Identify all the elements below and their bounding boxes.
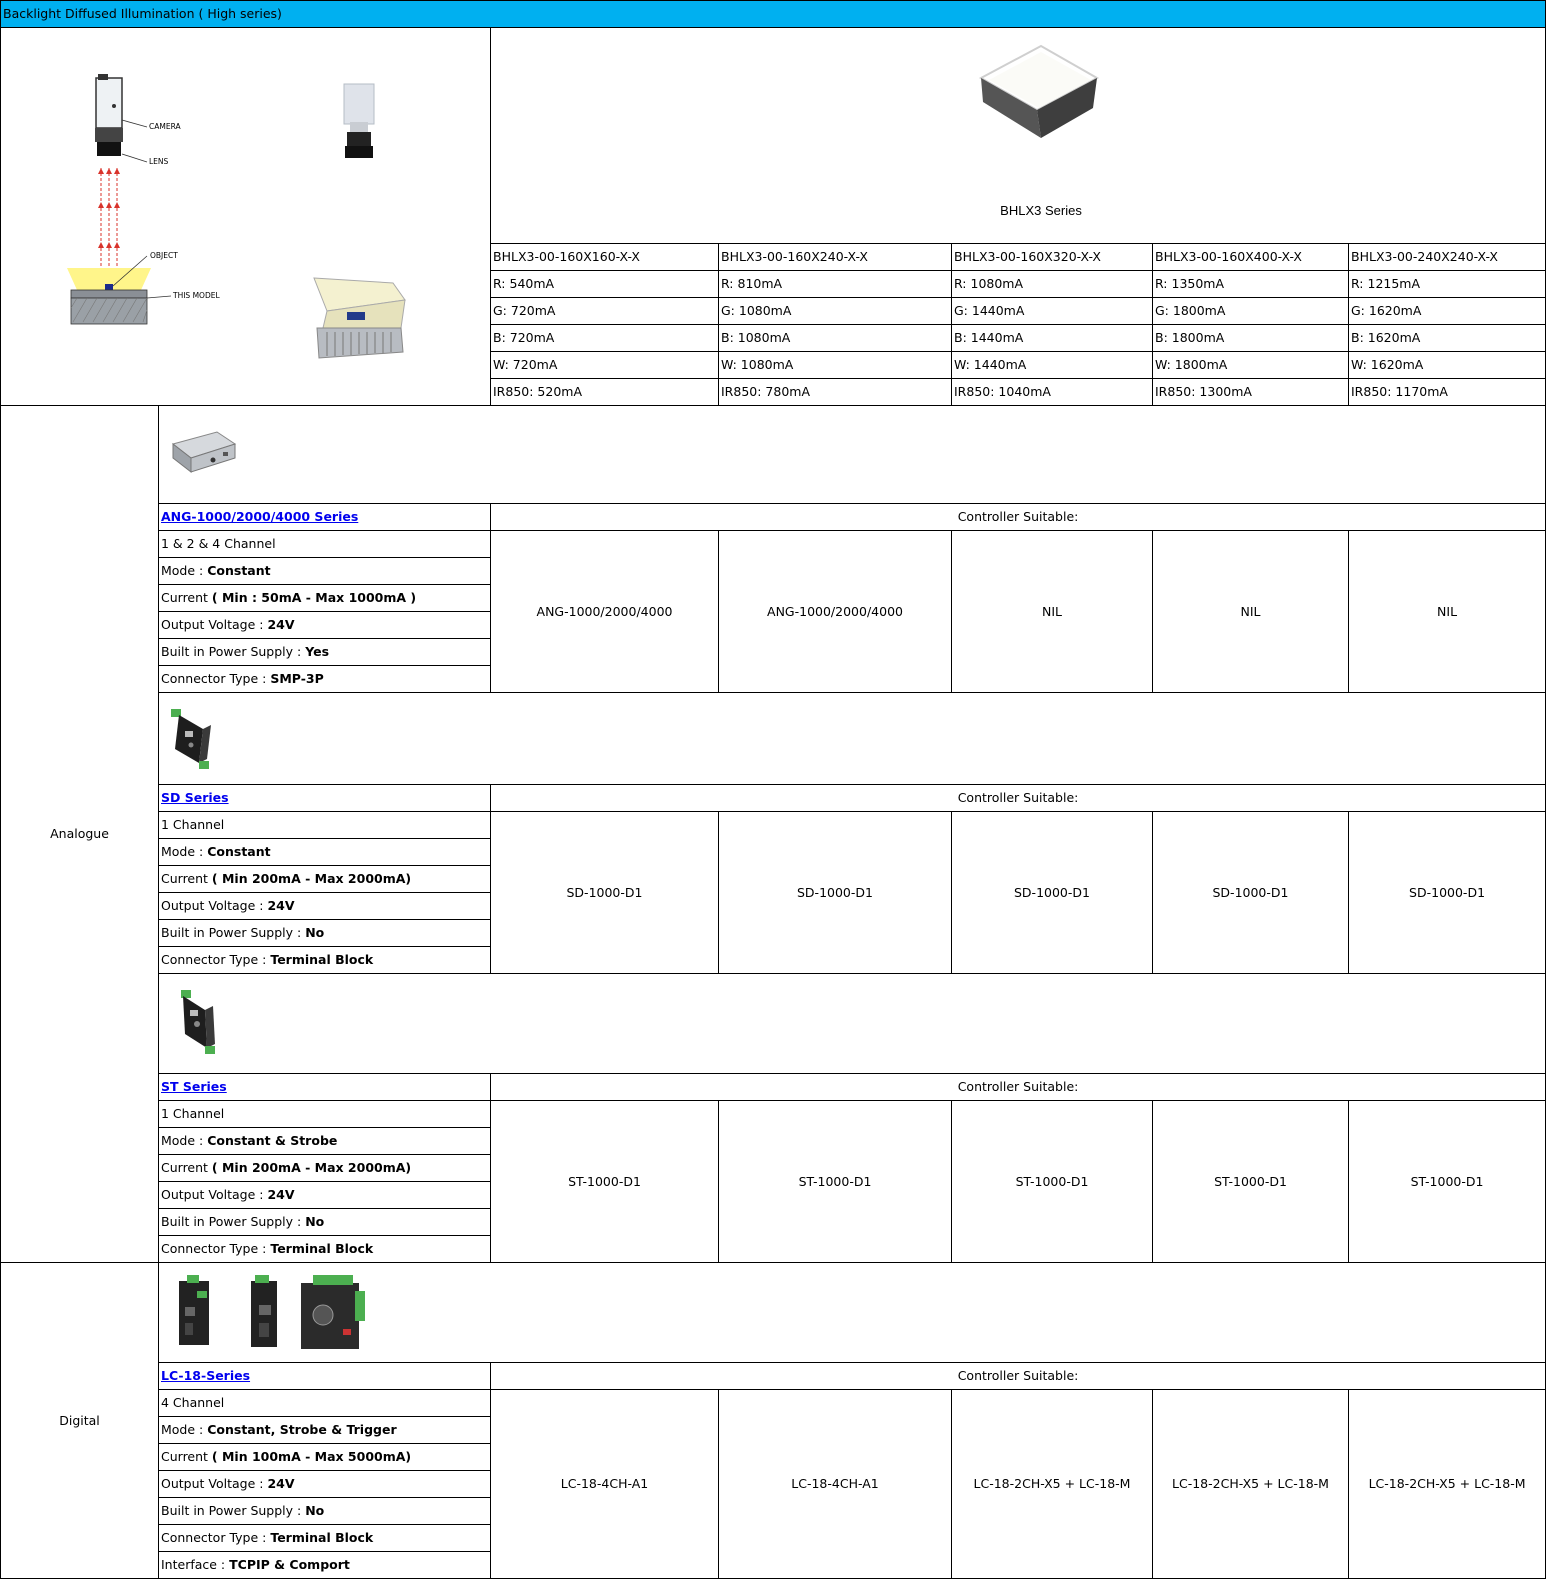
current-ir: IR850: 520mA (491, 378, 719, 405)
model-name: BHLX3-00-160X320-X-X (952, 243, 1153, 270)
suitable-controller: SD-1000-D1 (1153, 812, 1349, 974)
suitable-controller: ST-1000-D1 (1153, 1101, 1349, 1263)
suitable-controller: SD-1000-D1 (491, 812, 719, 974)
power-supply-spec: Built in Power Supply : Yes (159, 639, 491, 666)
current-r: R: 1350mA (1153, 270, 1349, 297)
backlight-model-icon (71, 298, 147, 324)
suitable-controller: ANG-1000/2000/4000 (719, 531, 952, 693)
group-digital: Digital (1, 1263, 159, 1579)
series-link-cell[interactable] (159, 1074, 491, 1101)
ang-controller-icon (167, 424, 257, 494)
controller-suitable-label: Controller Suitable: (491, 504, 1546, 531)
sd-series-link[interactable]: SD Series (161, 790, 229, 805)
channel-spec: 1 Channel (159, 812, 491, 839)
suitable-controller: LC-18-4CH-A1 (719, 1390, 952, 1579)
setup-diagram-cell (1, 28, 491, 406)
camera-icon (96, 74, 122, 128)
controller-suitable-label: Controller Suitable: (491, 785, 1546, 812)
st-series-link[interactable]: ST Series (161, 1079, 227, 1094)
channel-spec: 1 Channel (159, 1101, 491, 1128)
connector-spec: Connector Type : Terminal Block (159, 1236, 491, 1263)
suitable-controller: LC-18-2CH-X5 + LC-18-M (952, 1390, 1153, 1579)
suitable-controller: NIL (1349, 531, 1546, 693)
backlight-render-icon (314, 278, 405, 358)
suitable-controller: ANG-1000/2000/4000 (491, 531, 719, 693)
suitable-controller: SD-1000-D1 (952, 812, 1153, 974)
series-link-cell[interactable] (159, 1363, 491, 1390)
model-name: BHLX3-00-160X400-X-X (1153, 243, 1349, 270)
voltage-spec: Output Voltage : 24V (159, 612, 491, 639)
lc18-controller-icons (167, 1267, 387, 1353)
suitable-controller: ST-1000-D1 (952, 1101, 1153, 1263)
bhlx3-panel-icon (981, 46, 1097, 138)
current-r: R: 810mA (719, 270, 952, 297)
voltage-spec: Output Voltage : 24V (159, 893, 491, 920)
current-spec: Current ( Min : 50mA - Max 1000mA ) (159, 585, 491, 612)
sd-image-cell (159, 693, 1546, 785)
sd-controller-icon (169, 705, 239, 775)
suitable-controller: LC-18-2CH-X5 + LC-18-M (1349, 1390, 1546, 1579)
power-supply-spec: Built in Power Supply : No (159, 1209, 491, 1236)
lc18-series-link[interactable]: LC-18-Series (161, 1368, 251, 1383)
interface-spec: Interface : TCPIP & Comport (159, 1552, 491, 1579)
power-supply-spec: Built in Power Supply : No (159, 1498, 491, 1525)
lc18-image-cell (159, 1263, 1546, 1363)
camera-label: CAMERA (149, 122, 181, 131)
voltage-spec: Output Voltage : 24V (159, 1182, 491, 1209)
connector-spec: Connector Type : Terminal Block (159, 1525, 491, 1552)
model-name: BHLX3-00-160X240-X-X (719, 243, 952, 270)
mode-spec: Mode : Constant, Strobe & Trigger (159, 1417, 491, 1444)
suitable-controller: LC-18-4CH-A1 (491, 1390, 719, 1579)
camera-render-icon (344, 84, 374, 158)
lens-label: LENS (149, 157, 169, 166)
current-w: W: 720mA (491, 351, 719, 378)
mode-spec: Mode : Constant (159, 839, 491, 866)
mode-spec: Mode : Constant & Strobe (159, 1128, 491, 1155)
current-b: B: 1800mA (1153, 324, 1349, 351)
current-g: G: 1080mA (719, 297, 952, 324)
current-g: G: 1800mA (1153, 297, 1349, 324)
series-link-cell[interactable] (159, 785, 491, 812)
ang-series-link[interactable]: ANG-1000/2000/4000 Series (161, 509, 359, 524)
current-w: W: 1080mA (719, 351, 952, 378)
current-g: G: 1620mA (1349, 297, 1546, 324)
model-label: THIS MODEL (173, 291, 220, 300)
setup-diagram (1, 28, 489, 396)
current-g: G: 720mA (491, 297, 719, 324)
current-spec: Current ( Min 200mA - Max 2000mA) (159, 1155, 491, 1182)
current-ir: IR850: 1300mA (1153, 378, 1349, 405)
ang-image-cell (159, 406, 1546, 504)
model-name: BHLX3-00-160X160-X-X (491, 243, 719, 270)
connector-spec: Connector Type : SMP-3P (159, 666, 491, 693)
current-ir: IR850: 1170mA (1349, 378, 1546, 405)
lc18-unit-c-icon (301, 1275, 365, 1349)
group-analogue: Analogue (1, 406, 159, 1263)
current-b: B: 1620mA (1349, 324, 1546, 351)
current-b: B: 720mA (491, 324, 719, 351)
current-w: W: 1800mA (1153, 351, 1349, 378)
object-label: OBJECT (150, 251, 178, 260)
channel-spec: 1 & 2 & 4 Channel (159, 531, 491, 558)
sheet-title: Backlight Diffused Illumination ( High series) (1, 1, 1546, 28)
current-w: W: 1620mA (1349, 351, 1546, 378)
model-name: BHLX3-00-240X240-X-X (1349, 243, 1546, 270)
power-supply-spec: Built in Power Supply : No (159, 920, 491, 947)
series-link-cell[interactable] (159, 504, 491, 531)
controller-suitable-label: Controller Suitable: (491, 1074, 1546, 1101)
channel-spec: 4 Channel (159, 1390, 491, 1417)
suitable-controller: NIL (952, 531, 1153, 693)
mode-spec: Mode : Constant (159, 558, 491, 585)
suitable-controller: LC-18-2CH-X5 + LC-18-M (1153, 1390, 1349, 1579)
product-caption: BHLX3 Series (1000, 203, 1082, 218)
suitable-controller: ST-1000-D1 (719, 1101, 952, 1263)
current-ir: IR850: 1040mA (952, 378, 1153, 405)
lens-icon (95, 128, 123, 156)
suitable-controller: ST-1000-D1 (1349, 1101, 1546, 1263)
connector-spec: Connector Type : Terminal Block (159, 947, 491, 974)
st-image-cell (159, 974, 1546, 1074)
current-r: R: 1080mA (952, 270, 1153, 297)
current-r: R: 540mA (491, 270, 719, 297)
current-w: W: 1440mA (952, 351, 1153, 378)
suitable-controller: SD-1000-D1 (1349, 812, 1546, 974)
current-r: R: 1215mA (1349, 270, 1546, 297)
current-spec: Current ( Min 200mA - Max 2000mA) (159, 866, 491, 893)
lc18-unit-b-icon (251, 1275, 277, 1347)
light-rays (101, 168, 117, 283)
voltage-spec: Output Voltage : 24V (159, 1471, 491, 1498)
st-controller-icon (175, 988, 245, 1060)
lc18-unit-a-icon (179, 1275, 209, 1345)
controller-suitable-label: Controller Suitable: (491, 1363, 1546, 1390)
current-b: B: 1440mA (952, 324, 1153, 351)
current-spec: Current ( Min 100mA - Max 5000mA) (159, 1444, 491, 1471)
current-g: G: 1440mA (952, 297, 1153, 324)
current-b: B: 1080mA (719, 324, 952, 351)
product-image-cell (491, 28, 1546, 244)
suitable-controller: NIL (1153, 531, 1349, 693)
current-ir: IR850: 780mA (719, 378, 952, 405)
object-icon (105, 284, 113, 290)
product-image (493, 28, 1543, 233)
suitable-controller: ST-1000-D1 (491, 1101, 719, 1263)
suitable-controller: SD-1000-D1 (719, 812, 952, 974)
